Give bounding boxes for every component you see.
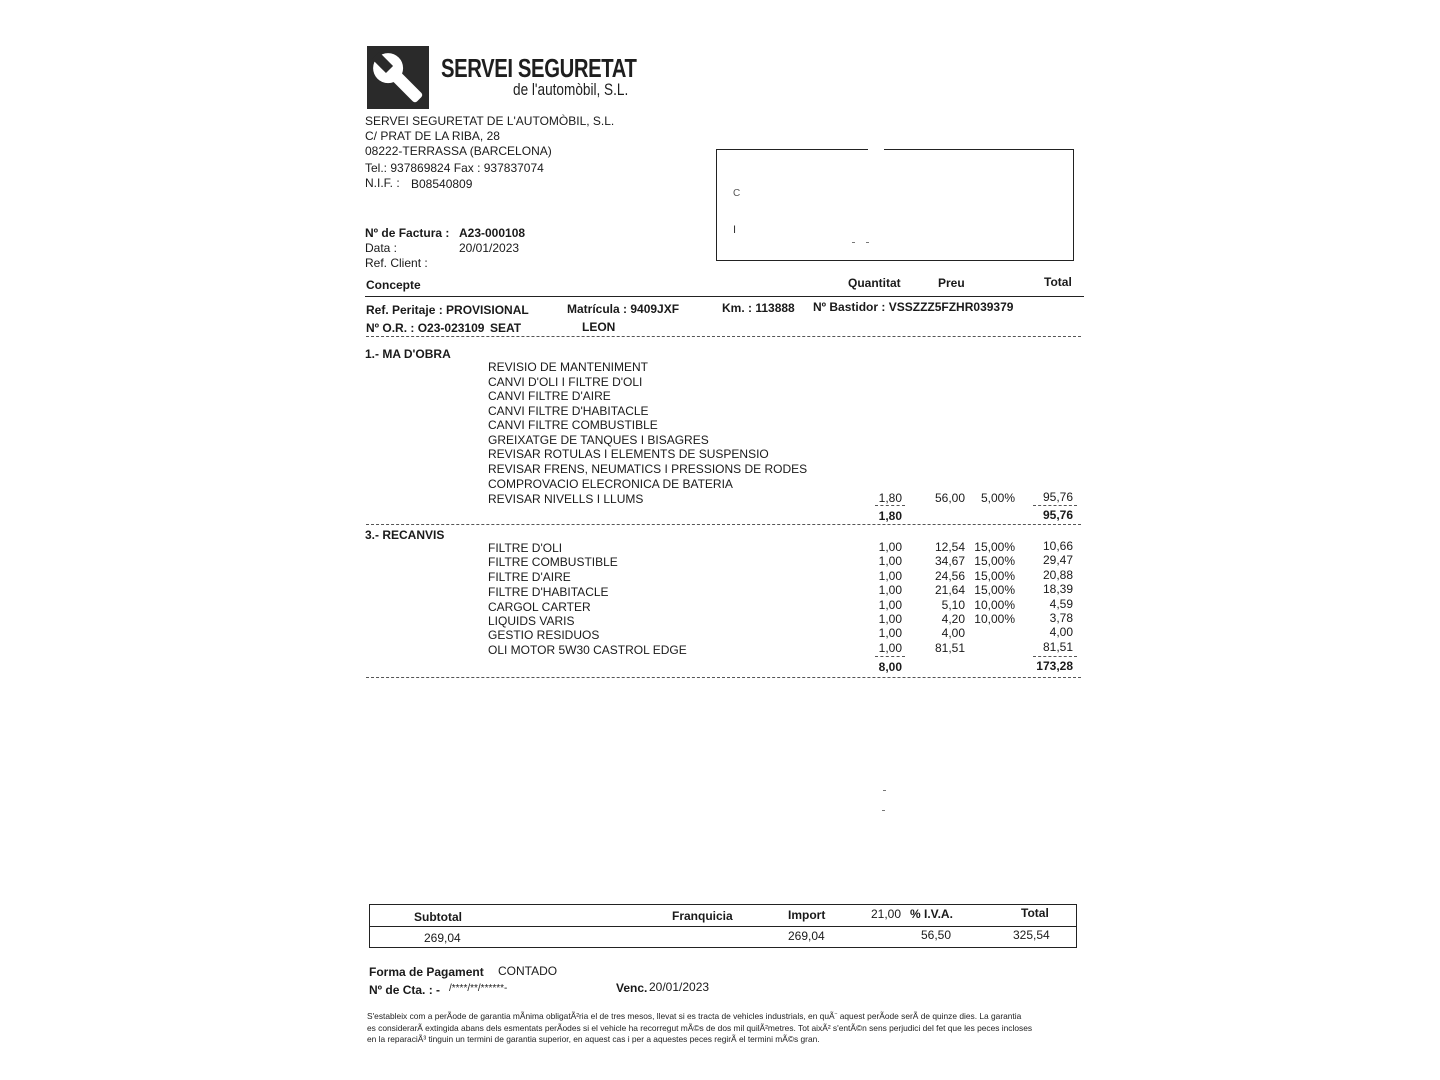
line-total: 81,51	[1042, 640, 1073, 654]
line-discount: 15,00%	[974, 569, 1015, 583]
line-price: 21,64	[934, 583, 965, 597]
import-label: Import	[788, 908, 826, 922]
line-price: 4,00	[941, 626, 965, 640]
line-total: 3,78	[1049, 611, 1073, 625]
subtotal-value: 269,04	[424, 931, 461, 945]
company-name: SERVEI SEGURETAT DE L'AUTOMÒBIL, S.L.	[365, 114, 615, 128]
legal-line: en la reparaciÃ³ tinguin un termini de garantia superior, en aquest cas i per a aquestes peces regirÃ el termini mÃ©s gran.	[367, 1034, 820, 1044]
line-total: 18,39	[1042, 582, 1073, 596]
subtotal-rule	[1033, 656, 1077, 657]
line-quantity: 1,00	[878, 641, 902, 655]
line-price: 5,10	[941, 598, 965, 612]
line-total: 20,88	[1042, 568, 1073, 582]
line-description: GREIXATGE DE TANQUES I BISAGRES	[488, 433, 709, 447]
line-description: CANVI D'OLI I FILTRE D'OLI	[488, 375, 643, 389]
section-title: 3.- RECANVIS	[365, 528, 445, 542]
iva-value: 56,50	[921, 928, 952, 942]
line-description: CARGOL CARTER	[488, 600, 591, 614]
legal-line: S'estableix com a perÃode de garantia mÃnima obligatÃ²ria el de tres mesos, llevat si es tracta de vehicles industrials, en quÃ¨ aquest perÃode serÃ de quinze dies. La garantia	[367, 1011, 1022, 1021]
section-title: 1.- MA D'OBRA	[365, 347, 451, 361]
separator	[366, 677, 1081, 678]
brand-name: SERVEI SEGURETAT	[441, 53, 637, 83]
iva-label: % I.V.A.	[910, 907, 953, 921]
line-description: LIQUIDS VARIS	[488, 614, 575, 628]
brand-subtitle: de l'automòbil, S.L.	[513, 80, 629, 99]
line-discount: 15,00%	[974, 583, 1015, 597]
line-price: 12,54	[934, 540, 965, 554]
subtotal-rule	[875, 505, 905, 506]
line-price: 4,20	[941, 612, 965, 626]
company-address: C/ PRAT DE LA RIBA, 28	[365, 129, 500, 143]
line-quantity: 1,00	[878, 612, 902, 626]
col-price: Preu	[938, 276, 965, 290]
due-date-label: Venc.	[616, 981, 648, 995]
client-box-gap	[868, 146, 884, 152]
line-description: CANVI FILTRE COMBUSTIBLE	[488, 418, 658, 432]
nif-label: N.I.F. :	[365, 176, 400, 190]
header-rule	[365, 296, 1084, 297]
line-description: FILTRE D'HABITACLE	[488, 585, 609, 599]
separator	[366, 336, 1081, 337]
total-label: Total	[1021, 906, 1049, 920]
line-quantity: 1,00	[878, 583, 902, 597]
invoice-date-label: Data :	[365, 241, 398, 255]
line-discount: 15,00%	[974, 554, 1015, 568]
col-total: Total	[1044, 275, 1072, 289]
scan-speck	[883, 790, 886, 791]
line-price: 24,56	[934, 569, 965, 583]
line-description: GESTIO RESIDUOS	[488, 628, 600, 642]
col-concept: Concepte	[366, 278, 421, 292]
line-description: REVISIO DE MANTENIMENT	[488, 360, 649, 374]
invoice-date: 20/01/2023	[459, 241, 520, 255]
line-description: FILTRE D'AIRE	[488, 570, 571, 584]
line-quantity: 1,00	[878, 540, 902, 554]
col-quantity: Quantitat	[848, 276, 901, 290]
vehicle-make: SEAT	[490, 321, 522, 335]
line-total: 4,00	[1049, 625, 1073, 639]
line-discount: 10,00%	[974, 598, 1015, 612]
line-discount: 15,00%	[974, 540, 1015, 554]
payment-method: CONTADO	[498, 964, 558, 978]
section-subtotal-total: 95,76	[1042, 508, 1073, 522]
line-description: CANVI FILTRE D'HABITACLE	[488, 404, 649, 418]
vehicle-model: LEON	[582, 320, 616, 334]
due-date: 20/01/2023	[649, 980, 710, 994]
line-discount: 10,00%	[974, 612, 1015, 626]
line-quantity: 1,00	[878, 626, 902, 640]
subtotal-rule	[1033, 505, 1077, 506]
line-description: CANVI FILTRE D'AIRE	[488, 389, 611, 403]
line-description: COMPROVACIO ELECRONICA DE BATERIA	[488, 477, 733, 491]
line-quantity: 1,00	[878, 569, 902, 583]
bastidor: Nº Bastidor : VSSZZZ5FZHR039379	[813, 300, 1014, 314]
line-quantity: 1,80	[878, 491, 902, 505]
line-total: 95,76	[1042, 490, 1073, 504]
company-phone: Tel.: 937869824 Fax : 937837074	[365, 161, 544, 175]
or-number: Nº O.R. : O23-023109	[366, 321, 485, 335]
line-description: FILTRE D'OLI	[488, 541, 563, 555]
ref-peritaje: Ref. Peritaje : PROVISIONAL	[366, 303, 529, 317]
account-number: /****/**/******-	[449, 983, 508, 994]
ref-client-label: Ref. Client :	[365, 256, 428, 270]
line-description: FILTRE COMBUSTIBLE	[488, 555, 618, 569]
import-value: 269,04	[788, 929, 825, 943]
client-line-2: I	[733, 224, 737, 236]
section-subtotal-quantity: 8,00	[878, 660, 902, 674]
invoice-number: A23-000108	[459, 226, 526, 240]
company-logo	[367, 46, 429, 109]
client-address-box	[716, 149, 1074, 261]
line-description: REVISAR NIVELLS I LLUMS	[488, 492, 644, 506]
subtotal-rule	[875, 656, 905, 657]
line-total: 4,59	[1049, 597, 1073, 611]
wrench-icon	[367, 46, 429, 109]
company-city: 08222-TERRASSA (BARCELONA)	[365, 144, 552, 158]
km: Km. : 113888	[722, 301, 795, 315]
scan-speck	[882, 810, 885, 811]
line-description: REVISAR FRENS, NEUMATICS I PRESSIONS DE RODES	[488, 462, 808, 476]
section-subtotal-total: 173,28	[1036, 659, 1073, 673]
payment-method-label: Forma de Pagament	[369, 965, 484, 979]
line-description: OLI MOTOR 5W30 CASTROL EDGE	[488, 643, 687, 657]
account-label: Nº de Cta. : -	[369, 983, 441, 997]
nif-value: B08540809	[411, 177, 473, 191]
legal-line: es considerarÃ extingida abans dels esmentats perÃodes si el vehicle ha recorregut mÃ©s de dos mil quilÃ²metres. Tot aixÃ² s'entÃ©n sens perjudici del fet que les peces incloses	[367, 1022, 1033, 1033]
scan-speck	[866, 242, 869, 243]
line-total: 29,47	[1042, 553, 1073, 567]
total-value: 325,54	[1013, 928, 1050, 942]
line-price: 81,51	[934, 641, 965, 655]
summary-divider	[369, 926, 1077, 927]
matricula: Matrícula : 9409JXF	[567, 302, 680, 316]
separator	[366, 524, 1081, 525]
line-quantity: 1,00	[878, 598, 902, 612]
scan-speck	[852, 242, 855, 243]
line-price: 34,67	[934, 554, 965, 568]
client-line-1: C	[733, 188, 741, 199]
legal-notice	[367, 1011, 1087, 1046]
line-description: REVISAR ROTULAS I ELEMENTS DE SUSPENSIO	[488, 447, 769, 461]
subtotal-label: Subtotal	[414, 910, 462, 924]
section-subtotal-quantity: 1,80	[878, 509, 902, 523]
line-total: 10,66	[1042, 539, 1073, 553]
invoice-number-label: Nº de Factura :	[365, 226, 450, 240]
franquicia-label: Franquicia	[672, 909, 733, 923]
iva-rate: 21,00	[871, 907, 902, 921]
line-price: 56,00	[934, 491, 965, 505]
line-discount: 5,00%	[980, 491, 1015, 505]
line-quantity: 1,00	[878, 554, 902, 568]
